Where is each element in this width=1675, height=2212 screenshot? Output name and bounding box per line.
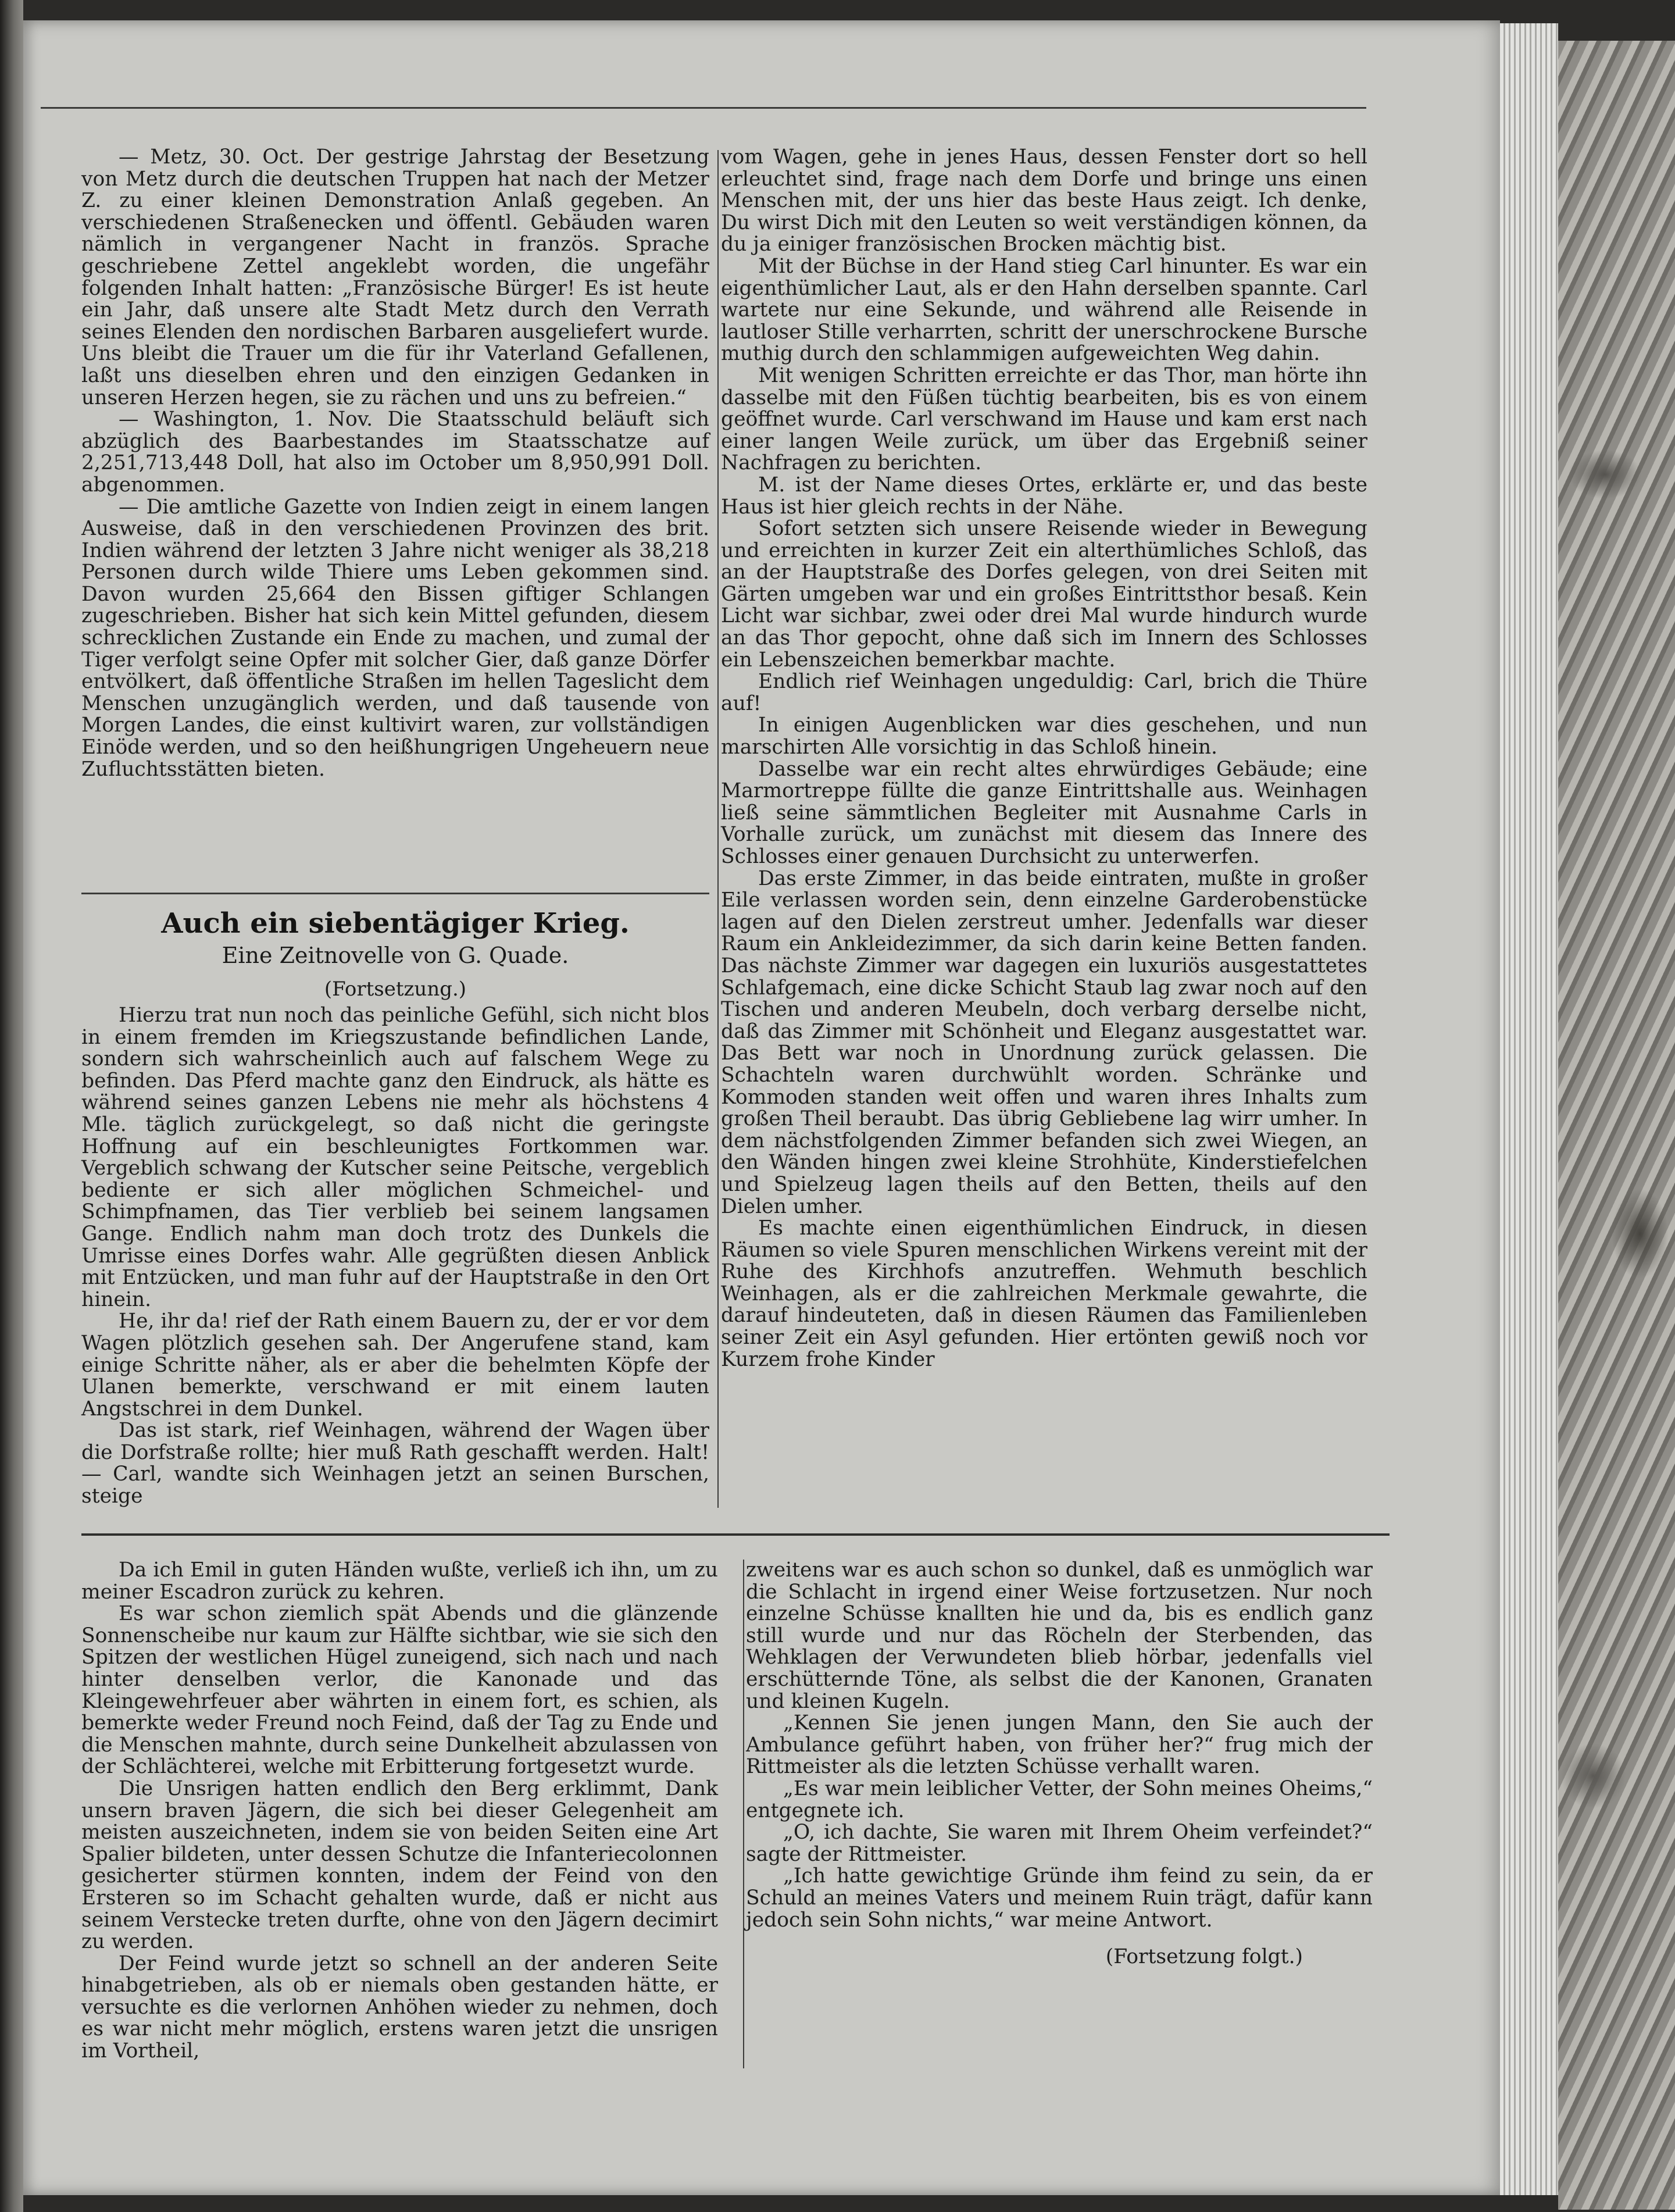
story-paragraph: Hierzu trat nun noch das peinliche Gefühl, sich nicht blos in einem fremden im Kriegszustande befindlichen Lande, sondern sich wahrscheinlich auch auf falschem Wege zu befinden. Das Pferd machte ganz den Eindruck, als hätte es während seines ganzen Lebens nie mehr als höchstens 4 Mle. täglich zurückgelegt, so daß nicht die geringste Hoffnung auf ein beschleunigtes Fortkommen war. Vergeblich schwang der Kutscher seine Peitsche, vergeblich bediente er sich aller möglichen Schmeichel- und Schimpfnamen, das Tier verblieb bei seinem langsamen Gange. Endlich nahm man doch trotz des Dunkels die Umrisse eines Dorfes wahr. Alle gegrüßten diesen Anblick mit Entzücken, und man fuhr auf der Hauptstraße in den Ort hinein.: [81, 1004, 709, 1311]
story-paragraph: Mit wenigen Schritten erreichte er das Thor, man hörte ihn dasselbe mit den Füßen tüchtig bearbeiten, bis es von einem geöffnet wurde. Carl verschwand im Hause und kam erst nach einer langen Weile zurück, um über das Ergebniß seiner Nachfragen zu berichten.: [721, 363, 1367, 475]
feuilleton-paragraph: „O, ich dachte, Sie waren mit Ihrem Oheim verfeindet?“ sagte der Rittmeister.: [746, 1821, 1373, 1866]
story-paragraph: Mit der Büchse in der Hand stieg Carl hinunter. Es war ein eigenthümlicher Laut, als er den Hahn derselben spannte. Carl wartete nur eine Sekunde, und während alle Reisende in lautloser Stille verharrten, schritt der unerschrockene Bursche muthig durch den schlammigen aufgeweichten Weg dahin.: [721, 254, 1367, 366]
continuation-note: (Fortsetzung folgt.): [1105, 1945, 1303, 1969]
feuilleton-paragraph: „Kennen Sie jenen jungen Mann, den Sie auch der Ambulance geführt haben, von früher her?“ frug mich der Rittmeister als die letzten Schüsse verhallt waren.: [746, 1711, 1373, 1779]
feuilleton-paragraph: Es war schon ziemlich spät Abends und die glänzende Sonnenscheibe nur kaum zur Hälfte sichtbar, wie sie sich den Spitzen der westlichen Hügel zuneigend, sich nach und nach hinter denselben verlor, die Kanonade und das Kleingewehrfeuer aber währten in einem fort, es schien, als bemerkte weder Freund noch Feind, daß der Tag zu Ende und die Menschen mahnte, durch seine Dunkelheit abzulassen von der Schlächterei, welche mit Erbitterung fortgesetzt wurde.: [81, 1602, 718, 1779]
section-rule-left: [81, 893, 709, 894]
story-paragraph: Endlich rief Weinhagen ungeduldig: Carl, brich die Thüre auf!: [721, 670, 1367, 715]
story-paragraph: Das erste Zimmer, in das beide eintraten, mußte in großer Eile verlassen worden sein, denn einzelne Garderobenstücke lagen auf den Dielen zerstreut umher. Jedenfalls war dieser Raum ein Ankleidezimmer, da sich darin keine Betten fanden. Das nächste Zimmer war dagegen ein luxuriös ausgestattetes Schlafgemach, eine dicke Schicht Staub lag zwar noch auf den Tischen und anderen Meubeln, doch verbarg derselbe nicht, daß das Zimmer mit Schönheit und Eleganz ausgestattet war. Das Bett war noch in Unordnung zurück gelassen. Die Schachteln waren durchwühlt worden. Schränke und Kommoden standen weit offen und waren ihres Inhalts zum großen Theil beraubt. Das übrig Gebliebene lag wirr umher. In dem nächstfolgenden Zimmer befanden sich zwei Wiegen, an den Wänden hingen zwei kleine Strohhüte, Kinderstiefelchen und Spielzeug lagen theils auf den Betten, theils auf den Dielen umher.: [721, 866, 1367, 1218]
story-title: Auch ein siebentägiger Krieg.: [161, 907, 630, 940]
feuilleton-paragraph: „Es war mein leiblicher Vetter, der Sohn meines Oheims,“ entgegnete ich.: [746, 1776, 1373, 1822]
book-spine-edge: [0, 0, 23, 2212]
news-item-metz: — Metz, 30. Oct. Der gestrige Jahrstag der Besetzung von Metz durch die deutschen Truppen hat nach der Metzer Z. zu einer kleinen Demonstration Anlaß gegeben. An verschiedenen Straßenecken und öffentl. Gebäuden waren nämlich in vergangener Nacht in französ. Sprache geschriebene Zettel angeklebt worden, die ungefähr folgenden Inhalt hatten: „Französische Bürger! Es ist heute ein Jahr, daß unsere alte Stadt Metz durch den Verrath seines Elenden den nordischen Barbaren ausgeliefert wurde. Uns bleibt die Trauer um die für ihr Vaterland Gefallenen, laßt uns dieselben ehren und den einzigen Gedanken in unseren Herzen hegen, sie zu rächen und uns zu befreien.“: [81, 145, 709, 409]
story-paragraph: Es machte einen eigenthümlichen Eindruck, in diesen Räumen so viele Spuren menschlichen Wirkens vereint mit der Ruhe des Kirchhofs anzutreffen. Wehmuth beschlich Weinhagen, als er die zahlreichen Merkmale gewahrte, die darauf hindeuteten, daß in diesen Räumen das Familienleben seiner Zeit ein Asyl gefunden. Hier ertönten gewiß noch vor Kurzem frohe Kinder: [721, 1216, 1367, 1371]
story-paragraph: In einigen Augenblicken war dies geschehen, und nun marschirten Alle vorsichtig in das Schloß hinein.: [721, 713, 1367, 759]
story-continuation-label: (Fortsetzung.): [324, 977, 467, 1001]
feuilleton-column-left: [81, 1560, 718, 2063]
story-column-left: [81, 1005, 709, 1508]
news-column-left: [81, 147, 709, 780]
feuilleton-paragraph: Der Feind wurde jetzt so schnell an der anderen Seite hinabgetrieben, als ob er niemals oben gestanden hätte, er versuchte es die verlornen Anhöhen wieder zu nehmen, doch es war nicht mehr möglich, erstens waren jetzt die unsrigen im Vortheil,: [81, 1951, 718, 2063]
feuilleton-paragraph: zweitens war es auch schon so dunkel, daß es unmöglich war die Schlacht in irgend einer Weise fortzusetzen. Nur noch einzelne Schüsse knallten hie und da, bis es endlich ganz still wurde und nur das Röcheln der Sterbenden, das Wehklagen der Verwundeten blieb hörbar, jedenfalls viel erschütternde Töne, als selbst die der Kanonen, Granaten und kleinen Kugeln.: [746, 1558, 1373, 1713]
feuilleton-paragraph: Die Unsrigen hatten endlich den Berg erklimmt, Dank unsern braven Jägern, die sich bei dieser Gelegenheit am meisten auszeichneten, indem sie von beiden Seiten eine Art Spalier bildeten, unter dessen Schutze die Infanteriecolonnen gesicherter stürmen konnten, indem der Feind von den Ersteren so im Schacht gehalten wurde, daß er nicht aus seinem Verstecke treten durfte, ohne von den Jägern decimirt zu werden.: [81, 1776, 718, 1954]
page-stack-edge: [1500, 23, 1558, 2195]
feuilleton-column-right: [746, 1560, 1373, 1968]
feuilleton-paragraph: Da ich Emil in guten Händen wußte, verließ ich ihn, um zu meiner Escadron zurück zu kehren.: [81, 1558, 718, 1604]
column-divider-bottom: [743, 1560, 744, 2068]
marbled-cover-edge: [1558, 41, 1675, 2210]
news-item-indien: — Die amtliche Gazette von Indien zeigt in einem langen Ausweise, daß in den verschiedenen Provinzen des brit. Indien während der letzten 3 Jahre nicht weniger als 38,218 Personen durch wilde Thiere ums Leben gekommen sind. Davon wurden 25,664 den Bissen giftiger Schlangen zugeschrieben. Bisher hat sich kein Mittel gefunden, diesem schrecklichen Zustande ein Ende zu machen, und zumal der Tiger verfolgt seine Opfer mit solcher Gier, daß ganze Dörfer entvölkert, daß öffentliche Straßen im hellen Tageslicht dem Menschen unzugänglich werden, und daß tausende von Morgen Landes, die einst kultivirt waren, zur vollständigen Einöde werden, und so den heißhungrigen Ungeheuern neue Zufluchtsstätten bieten.: [81, 495, 709, 781]
section-rule-full: [81, 1533, 1390, 1536]
story-subtitle: Eine Zeitnovelle von G. Quade.: [222, 943, 569, 968]
story-paragraph: He, ihr da! rief der Rath einem Bauern zu, der er vor dem Wagen plötzlich gesehen sah. Der Angerufene stand, kam einige Schritte näher, als er aber die behelmten Köpfe der Ulanen bemerkte, verschwand er mit einem lauten Angstschrei in dem Dunkel.: [81, 1310, 709, 1421]
story-paragraph: vom Wagen, gehe in jenes Haus, dessen Fenster dort so hell erleuchtet sind, frage nach dem Dorfe und bringe uns einen Menschen mit, der uns hier das beste Haus zeigt. Ich denke, Du wirst Dich mit den Leuten so weit verständigen können, da du ja einiger französischen Brocken mächtig bist.: [721, 145, 1367, 256]
story-paragraph: M. ist der Name dieses Ortes, erklärte er, und das beste Haus ist hier gleich rechts in der Nähe.: [721, 473, 1367, 519]
feuilleton-paragraph: „Ich hatte gewichtige Gründe ihm feind zu sein, da er Schuld an meines Vaters und meinem Ruin trägt, dafür kann jedoch sein Sohn nichts,“ war meine Antwort.: [746, 1864, 1373, 1932]
column-divider-top: [717, 150, 719, 1508]
story-column-right: [721, 147, 1367, 1371]
story-paragraph: Sofort setzten sich unsere Reisende wieder in Bewegung und erreichten in kurzer Zeit ein alterthümliches Schloß, das an der Hauptstraße des Dorfes gelegen, von drei Seiten mit Gärten umgeben war und ein großes Eintrittsthor besaß. Kein Licht war sichbar, zwei oder drei Mal wurde hindurch wurde an das Thor gepocht, ohne daß sich im Innern des Schlosses ein Lebenszeichen bemerkbar machte.: [721, 517, 1367, 672]
story-paragraph: Dasselbe war ein recht altes ehrwürdiges Gebäude; eine Marmortreppe füllte die ganze Eintrittshalle aus. Weinhagen ließ seine sämmtlichen Begleiter mit Ausnahme Carls in Vorhalle zurück, um zunächst mit diesem das Innere des Schlosses einer genauen Durchsicht zu unterwerfen.: [721, 757, 1367, 868]
top-rule: [41, 107, 1366, 109]
news-item-washington: — Washington, 1. Nov. Die Staatsschuld beläuft sich abzüglich des Baarbestandes im Staatsschatze auf 2,251,713,448 Doll, hat also im October um 8,950,991 Doll. abgenommen.: [81, 408, 709, 497]
story-paragraph: Das ist stark, rief Weinhagen, während der Wagen über die Dorfstraße rollte; hier muß Rath geschafft werden. Halt! — Carl, wandte sich Weinhagen jetzt an seinen Burschen, steige: [81, 1419, 709, 1508]
